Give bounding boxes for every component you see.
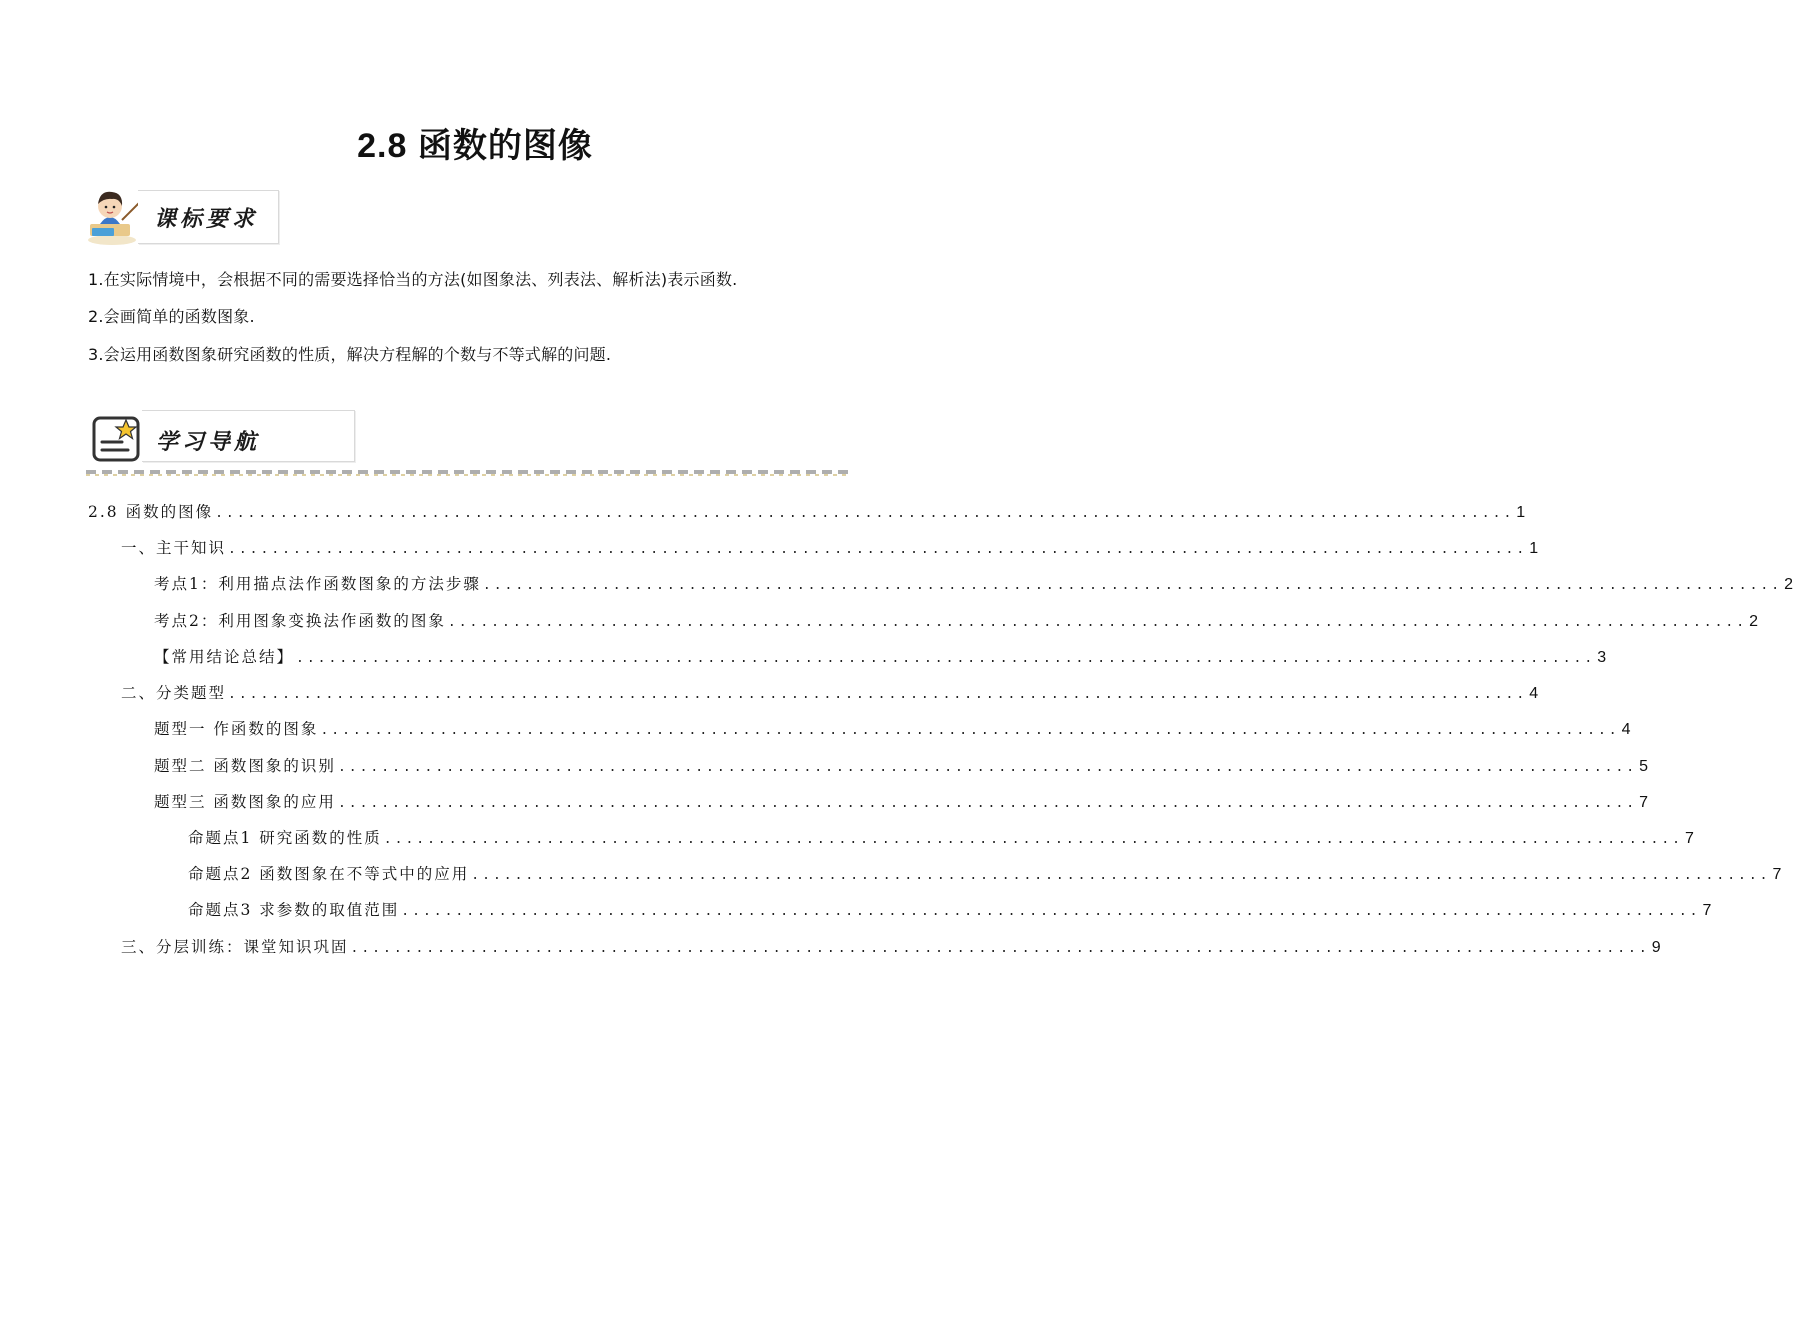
toc-leader: ........................................................................................................................ bbox=[401, 904, 1701, 919]
section-label-requirements: 课标要求 bbox=[154, 206, 259, 232]
toc-leader: ........................................................................................................................ bbox=[337, 760, 1638, 775]
toc-entry[interactable] bbox=[121, 536, 1539, 560]
section-header-requirements bbox=[86, 184, 286, 248]
section-header-navigation bbox=[86, 410, 356, 466]
toc-entry[interactable] bbox=[154, 717, 1631, 741]
toc-entry[interactable] bbox=[188, 862, 1782, 886]
requirement-item-1: 1.在实际情境中，会根据不同的需要选择恰当的方法(如图象法、列表法、解析法)表示函数. bbox=[88, 270, 738, 289]
section-label-navigation: 学习导航 bbox=[156, 429, 261, 455]
toc-entry-title: 【常用结论总结】 bbox=[154, 648, 295, 666]
toc-entry-page: 2 bbox=[1784, 576, 1793, 593]
toc-entry-title: 一、主干知识 bbox=[121, 539, 227, 557]
toc-entry-title: 2.8 函数的图像 bbox=[88, 503, 214, 521]
toc-entry-title: 题型二 函数图象的识别 bbox=[154, 757, 336, 775]
divider-accent bbox=[86, 474, 850, 476]
toc-entry-title: 命题点3 求参数的取值范围 bbox=[188, 901, 400, 919]
toc-leader: ........................................................................................................................ bbox=[215, 506, 1515, 521]
toc-leader: ........................................................................................................................ bbox=[296, 651, 1596, 666]
toc-leader: ........................................................................................................................ bbox=[228, 687, 1528, 702]
toc-entry-page: 7 bbox=[1639, 794, 1649, 811]
toc-entry-title: 题型一 作函数的图象 bbox=[154, 720, 319, 738]
toc-leader: ........................................................................................................................ bbox=[337, 796, 1638, 811]
toc-leader: ........................................................................................................................ bbox=[447, 615, 1748, 630]
toc-entry[interactable] bbox=[154, 645, 1607, 669]
toc-entry-page: 9 bbox=[1651, 939, 1661, 956]
toc-entry-title: 命题点1 研究函数的性质 bbox=[188, 829, 382, 847]
toc-entry[interactable] bbox=[154, 790, 1649, 814]
toc-entry-page: 4 bbox=[1621, 721, 1631, 738]
toc-entry-title: 三、分层训练：课堂知识巩固 bbox=[121, 938, 349, 956]
toc-entry-page: 7 bbox=[1702, 902, 1712, 919]
toc-entry-page: 4 bbox=[1529, 685, 1539, 702]
toc-entry-page: 3 bbox=[1597, 649, 1607, 666]
toc-leader: ........................................................................................................................ bbox=[350, 941, 1650, 956]
toc-entry[interactable] bbox=[188, 826, 1694, 850]
page-title: 2.8 函数的图像 bbox=[357, 127, 593, 165]
toc-entry[interactable] bbox=[88, 500, 1526, 524]
toc-entry[interactable] bbox=[154, 572, 1793, 596]
toc-leader: ........................................................................................................................ bbox=[383, 832, 1683, 847]
toc-entry-page: 5 bbox=[1639, 758, 1649, 775]
toc-entry-page: 1 bbox=[1516, 504, 1526, 521]
toc-entry-title: 命题点2 函数图象在不等式中的应用 bbox=[188, 865, 470, 883]
toc-entry[interactable] bbox=[121, 681, 1539, 705]
toc-entry[interactable] bbox=[121, 935, 1661, 959]
toc-entry-title: 题型三 函数图象的应用 bbox=[154, 793, 336, 811]
toc-entry-page: 7 bbox=[1685, 830, 1694, 847]
toc-entry-page: 1 bbox=[1529, 540, 1539, 557]
toc-entry-page: 2 bbox=[1749, 613, 1758, 630]
toc-entry[interactable] bbox=[188, 898, 1712, 922]
toc-entry-title: 考点2：利用图象变换法作函数的图象 bbox=[154, 612, 446, 630]
requirement-item-3: 3.会运用函数图象研究函数的性质，解决方程解的个数与不等式解的问题. bbox=[88, 345, 612, 364]
requirement-item-2: 2.会画简单的函数图象. bbox=[88, 307, 255, 326]
toc-entry[interactable] bbox=[154, 609, 1758, 633]
toc-entry-title: 考点1：利用描点法作函数图象的方法步骤 bbox=[154, 575, 481, 593]
clipboard-star-icon bbox=[88, 412, 146, 466]
toc-entry-page: 7 bbox=[1772, 866, 1782, 883]
toc-leader: ........................................................................................................................ bbox=[228, 542, 1528, 557]
toc-entry-title: 二、分类题型 bbox=[121, 684, 227, 702]
toc-leader: ........................................................................................................................ bbox=[482, 578, 1783, 593]
toc-leader: ........................................................................................................................ bbox=[471, 868, 1771, 883]
toc-leader: ........................................................................................................................ bbox=[320, 723, 1620, 738]
toc-entry[interactable] bbox=[154, 754, 1649, 778]
